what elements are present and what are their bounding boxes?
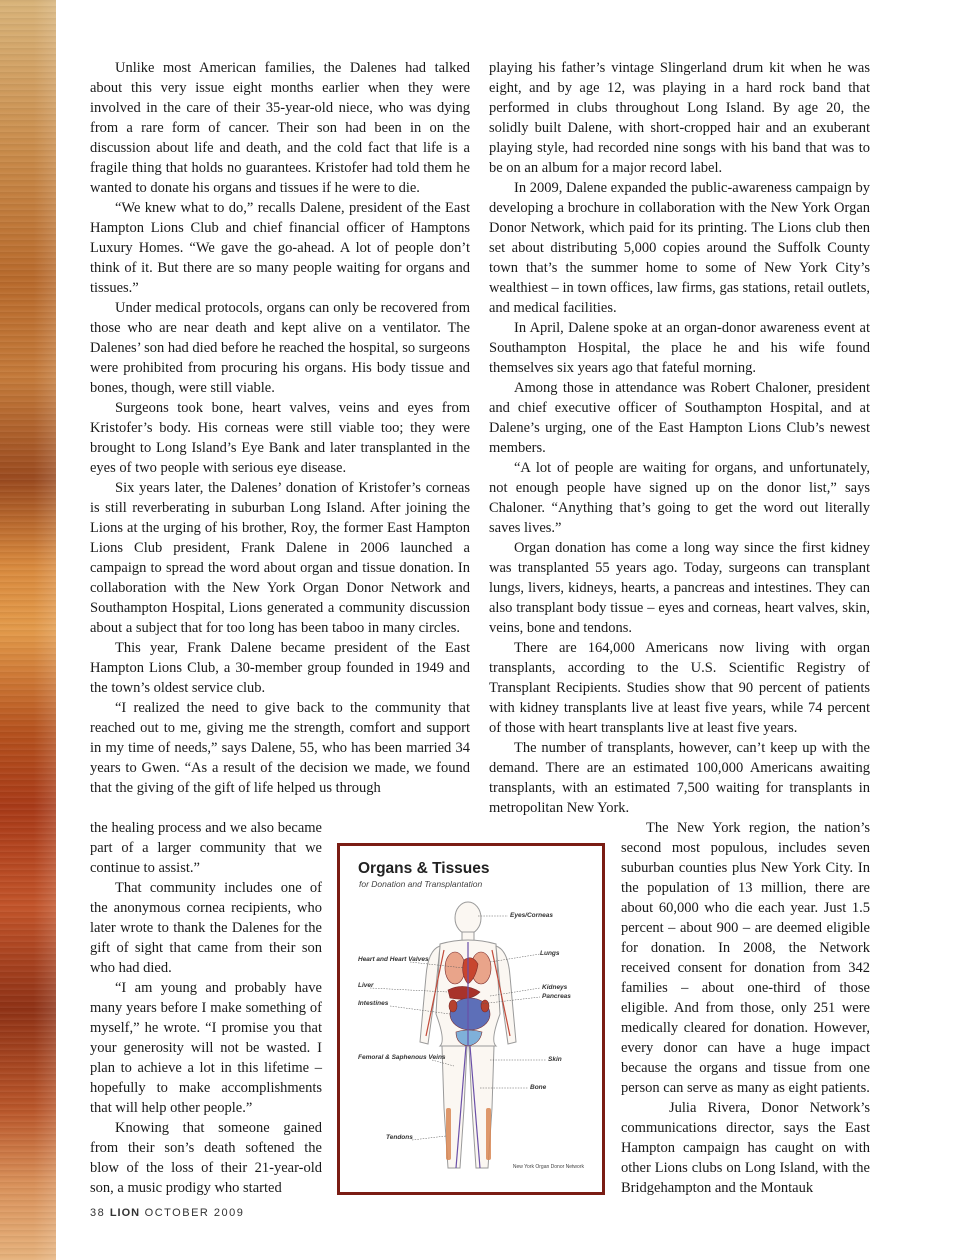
paragraph: This year, Frank Dalene became president of the East Hampton Lions Club, a 30-member group founded in 1949 and the town’s oldest service club. [90,640,470,696]
paragraph: The number of transplants, however, can’t keep up with the demand. There are an estimated 100,000 Americans awaiting transplants, with an estimated 7,500 waiting for transplants in metropolitan New York. [489,740,870,816]
head-outline [455,902,481,934]
label-heart: Heart and Heart Valves [358,956,429,963]
right-kidney [481,1000,489,1012]
paragraph: “I am young and probably have many years before I make something of myself,” he wrote. “I promise you that your generosity will not be wasted. I plan to achieve a lot in this lifetime – hopefully to make accomplishments that will help other people.” [90,980,322,1116]
paragraph: the healing process and we also became part of a larger community that we continue to assist.” [90,820,322,876]
left-leg-outline [442,1046,467,1168]
label-pancreas: Pancreas [542,993,571,1000]
label-lungs: Lungs [540,950,560,957]
paragraph: Unlike most American families, the Dalenes had talked about this very issue eight months earlier when they were involved in the care of their 35-year-old niece, who was dying from a rare form of cancer. Their son had been in on the discussion about life and death, and the cold fact that life is a fragile thing that holds no guarantees. Kristofer had told them he wanted to donate his organs and tissues if he were to die. [90,60,470,196]
paragraph: playing his father’s vintage Slingerland drum kit when he was eight, and by age 12, was playing in a hard rock band that performed in clubs throughout Long Island. By age 20, the solidly built Dalene, with short-cropped hair and an exuberant playing style, had recorded nine songs with his band that was to be on an album for a major record label. [489,60,870,176]
right-wrap-column [621,818,870,1198]
label-intestines: Intestines [358,1000,389,1007]
left-kidney [449,1000,457,1012]
paragraph: Knowing that someone gained from their son’s death softened the blow of the loss of their 21-year-old son, a music prodigy who started [90,1120,322,1196]
paragraph: Organ donation has come a long way since the first kidney was transplanted 55 years ago. Today, surgeons can transplant lungs, livers, kidneys, hearts, a pancreas and intestines. They can also transplant body tissue – eyes and corneas, heart valves, skin, veins, bone and tendons. [489,540,870,636]
paragraph: “I realized the need to give back to the community that reached out to me, giving me the strength, comfort and support in my time of needs,” says Dalene, 55, who has been married 34 years to Gwen. “As a result of the decision we made, we found that the giving of the gift of life helped us through [90,700,470,796]
right-column [489,58,870,818]
paragraph: That community includes one of the anonymous cornea recipients, who later wrote to thank the Dalenes for the gift of sight that came from their son who had died. [90,880,322,976]
tendons-leader [412,1136,446,1140]
left-tendon [446,1108,451,1160]
label-eyes: Eyes/Corneas [510,912,553,919]
figure-subtitle: for Donation and Transplantation [359,879,483,889]
figure-credit: New York Organ Donor Network [512,1164,584,1170]
label-veins: Femoral & Saphenous Veins [358,1054,446,1061]
magazine-brand: LION [109,1207,141,1219]
label-bone: Bone [530,1084,547,1091]
paragraph: “A lot of people are waiting for organs, and unfortunately, not enough people have signed up on the donor list,” says Chaloner. “Anything that’s going to get the word out literally saves lives.” [489,460,870,536]
left-column [90,58,470,798]
paragraph: Under medical protocols, organs can only be recovered from those who are near death and kept alive on a ventilator. The Dalenes’ son had died before he reached the hospital, so surgeons were prohibited from procuring his organs. His body tissue and bones, though, were still viable. [90,300,470,396]
right-tendon [486,1108,491,1160]
paragraph: The New York region, the nation’s second most populous, includes seven suburban counties plus New York City. In the population of 13 million, there are about 60,000 who die each year. Just 1.5 percent – about 900 – are deemed eligible for donation. In 2008, the Network received consent for donation from 342 families – about one-third of those eligible. And from those, only 251 were medically cleared for donation. However, every donor can have a huge impact because the organs and tissue from one person can serve as many as eight patients. [621,820,870,1096]
label-tendons: Tendons [386,1134,413,1141]
paragraph: In 2009, Dalene expanded the public-awareness campaign by developing a brochure in collaboration with the New York Organ Donor Network, which paid for its printing. The Lions club then set about distributing 5,000 copies around the Suffolk County town that’s the summer home to some of New York City’s wealthiest – in town offices, law firms, gas stations, retail outlets, and medical facilities. [489,180,870,316]
paragraph: In April, Dalene spoke at an organ-donor awareness event at Southampton Hospital, the place he and his wife found themselves six years ago that fateful morning. [489,320,870,376]
page-number: 38 [90,1207,106,1219]
paragraph: Six years later, the Dalenes’ donation of Kristofer’s corneas is still reverberating in suburban Long Island. After joining the Lions at the urging of his brother, Roy, the former East Hampton Lions Club president, Frank Dalene in 2006 launched a campaign to spread the word about organ and tissue donation. In collaboration with the New York Organ Donor Network and Southampton Hospital, Lions generated a community discussion about a subject that for too long has been taboo in many circles. [90,480,470,636]
page-footer [90,1207,244,1219]
decorative-edge-strip [0,0,56,1260]
paragraph: Julia Rivera, Donor Network’s communications director, says the East Hampton campaign has caught on with other Lions clubs on Long Island, with the Bridgehampton and the Montauk [621,1100,870,1196]
paragraph: There are 164,000 Americans now living with organ transplants, according to the U.S. Scientific Registry of Transplant Recipients. Studies show that 90 percent of patients with kidney transplants live at least five years, while 74 percent of those with heart transplants live at least five years. [489,640,870,736]
body-diagram [340,846,602,1192]
organs-tissues-figure [337,843,605,1195]
label-skin: Skin [548,1056,562,1063]
issue-date: OCTOBER 2009 [144,1207,245,1219]
figure-title: Organs & Tissues [358,860,490,877]
paragraph: Among those in attendance was Robert Chaloner, president and chief executive officer of Southampton Hospital, and at Dalene’s urging, one of the East Hampton Lions Club’s newest members. [489,380,870,456]
left-wrap-column [90,818,322,1198]
paragraph: Surgeons took bone, heart valves, veins and eyes from Kristofer’s body. His corneas were still viable too; they were brought to Long Island’s Eye Bank and later transplanted in the eyes of two people with serious eye disease. [90,400,470,476]
label-kidneys: Kidneys [542,984,568,991]
paragraph: “We knew what to do,” recalls Dalene, president of the East Hampton Lions Club and chief financial officer of Hamptons Luxury Homes. “We gave the go-ahead. A lot of people don’t think of it. But there are so many people waiting for organs and tissues.” [90,200,470,296]
label-liver: Liver [358,982,374,989]
